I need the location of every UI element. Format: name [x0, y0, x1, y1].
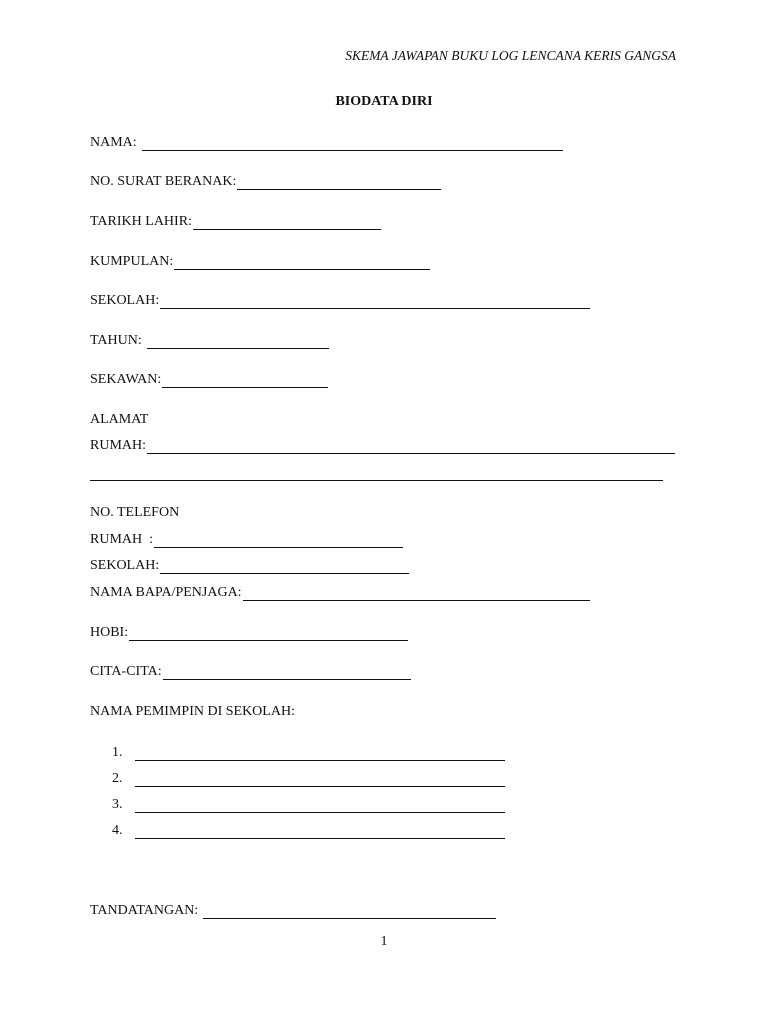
leader-line[interactable]: [135, 771, 505, 787]
field-nama-pemimpin-label: NAMA PEMIMPIN DI SEKOLAH:: [90, 704, 295, 719]
field-tarikh-lahir: [90, 214, 381, 230]
field-nama-bapa-penjaga-line[interactable]: [243, 585, 590, 601]
leader-number: 1.: [112, 745, 123, 760]
field-cita-cita-line[interactable]: [163, 664, 411, 680]
field-nama-bapa-penjaga: [90, 585, 590, 601]
field-tandatangan-line[interactable]: [203, 903, 496, 919]
field-no-telefon-label: NO. TELEFON: [90, 505, 180, 520]
field-alamat-line-2[interactable]: [90, 465, 663, 481]
field-alamat-rumah: [90, 438, 675, 454]
field-hobi-line[interactable]: [129, 625, 408, 641]
field-alamat-heading: [90, 412, 148, 428]
page-number: 1: [380, 934, 388, 949]
field-telefon-rumah-label: RUMAH :: [90, 532, 154, 547]
leader-item: [112, 797, 505, 813]
leader-line[interactable]: [135, 745, 505, 761]
field-sekawan-line[interactable]: [162, 372, 328, 388]
field-sekolah: [90, 293, 590, 309]
field-telefon-rumah: [90, 532, 403, 548]
field-telefon-sekolah-label: SEKOLAH:: [90, 558, 160, 573]
leader-line[interactable]: [135, 797, 505, 813]
field-telefon-sekolah-line[interactable]: [160, 558, 409, 574]
field-hobi-label: HOBI:: [90, 625, 129, 640]
field-telefon-sekolah: [90, 558, 409, 574]
field-tahun-line[interactable]: [147, 333, 329, 349]
field-alamat-rumah-line[interactable]: [147, 438, 675, 454]
field-cita-cita: [90, 664, 411, 680]
field-sekolah-label: SEKOLAH:: [90, 293, 160, 308]
field-no-surat-beranak: [90, 174, 441, 190]
leader-line[interactable]: [135, 823, 505, 839]
field-alamat-rumah-label: RUMAH:: [90, 438, 147, 453]
field-kumpulan-label: KUMPULAN:: [90, 254, 174, 269]
field-hobi: [90, 625, 408, 641]
field-tandatangan: [90, 903, 496, 919]
field-tarikh-lahir-label: TARIKH LAHIR:: [90, 214, 192, 229]
field-tahun-label: TAHUN:: [90, 333, 142, 348]
field-no-surat-beranak-line[interactable]: [237, 174, 441, 190]
field-nama-pemimpin: [90, 704, 295, 720]
leader-item: [112, 823, 505, 839]
leader-number: 4.: [112, 823, 123, 838]
field-nama-bapa-penjaga-label: NAMA BAPA/PENJAGA:: [90, 585, 242, 600]
field-nama: [90, 135, 563, 151]
field-cita-cita-label: CITA-CITA:: [90, 664, 162, 679]
field-sekawan-label: SEKAWAN:: [90, 372, 162, 387]
field-sekolah-line[interactable]: [160, 293, 590, 309]
field-alamat-label: ALAMAT: [90, 412, 149, 427]
leader-item: [112, 771, 505, 787]
leader-number: 3.: [112, 797, 123, 812]
leader-item: [112, 745, 505, 761]
page-title: BIODATA DIRI: [335, 94, 433, 109]
field-sekawan: [90, 372, 328, 388]
leader-number: 2.: [112, 771, 123, 786]
field-nama-line[interactable]: [142, 135, 563, 151]
field-no-telefon-heading: [90, 505, 179, 521]
field-tandatangan-label: TANDATANGAN:: [90, 903, 199, 918]
field-nama-label: NAMA:: [90, 135, 137, 150]
field-kumpulan-line[interactable]: [174, 254, 430, 270]
field-telefon-rumah-line[interactable]: [154, 532, 403, 548]
document-header: SKEMA JAWAPAN BUKU LOG LENCANA KERIS GANGSA: [345, 48, 676, 63]
field-no-surat-beranak-label: NO. SURAT BERANAK:: [90, 174, 237, 189]
field-kumpulan: [90, 254, 430, 270]
field-tahun: [90, 333, 329, 349]
field-tarikh-lahir-line[interactable]: [193, 214, 381, 230]
